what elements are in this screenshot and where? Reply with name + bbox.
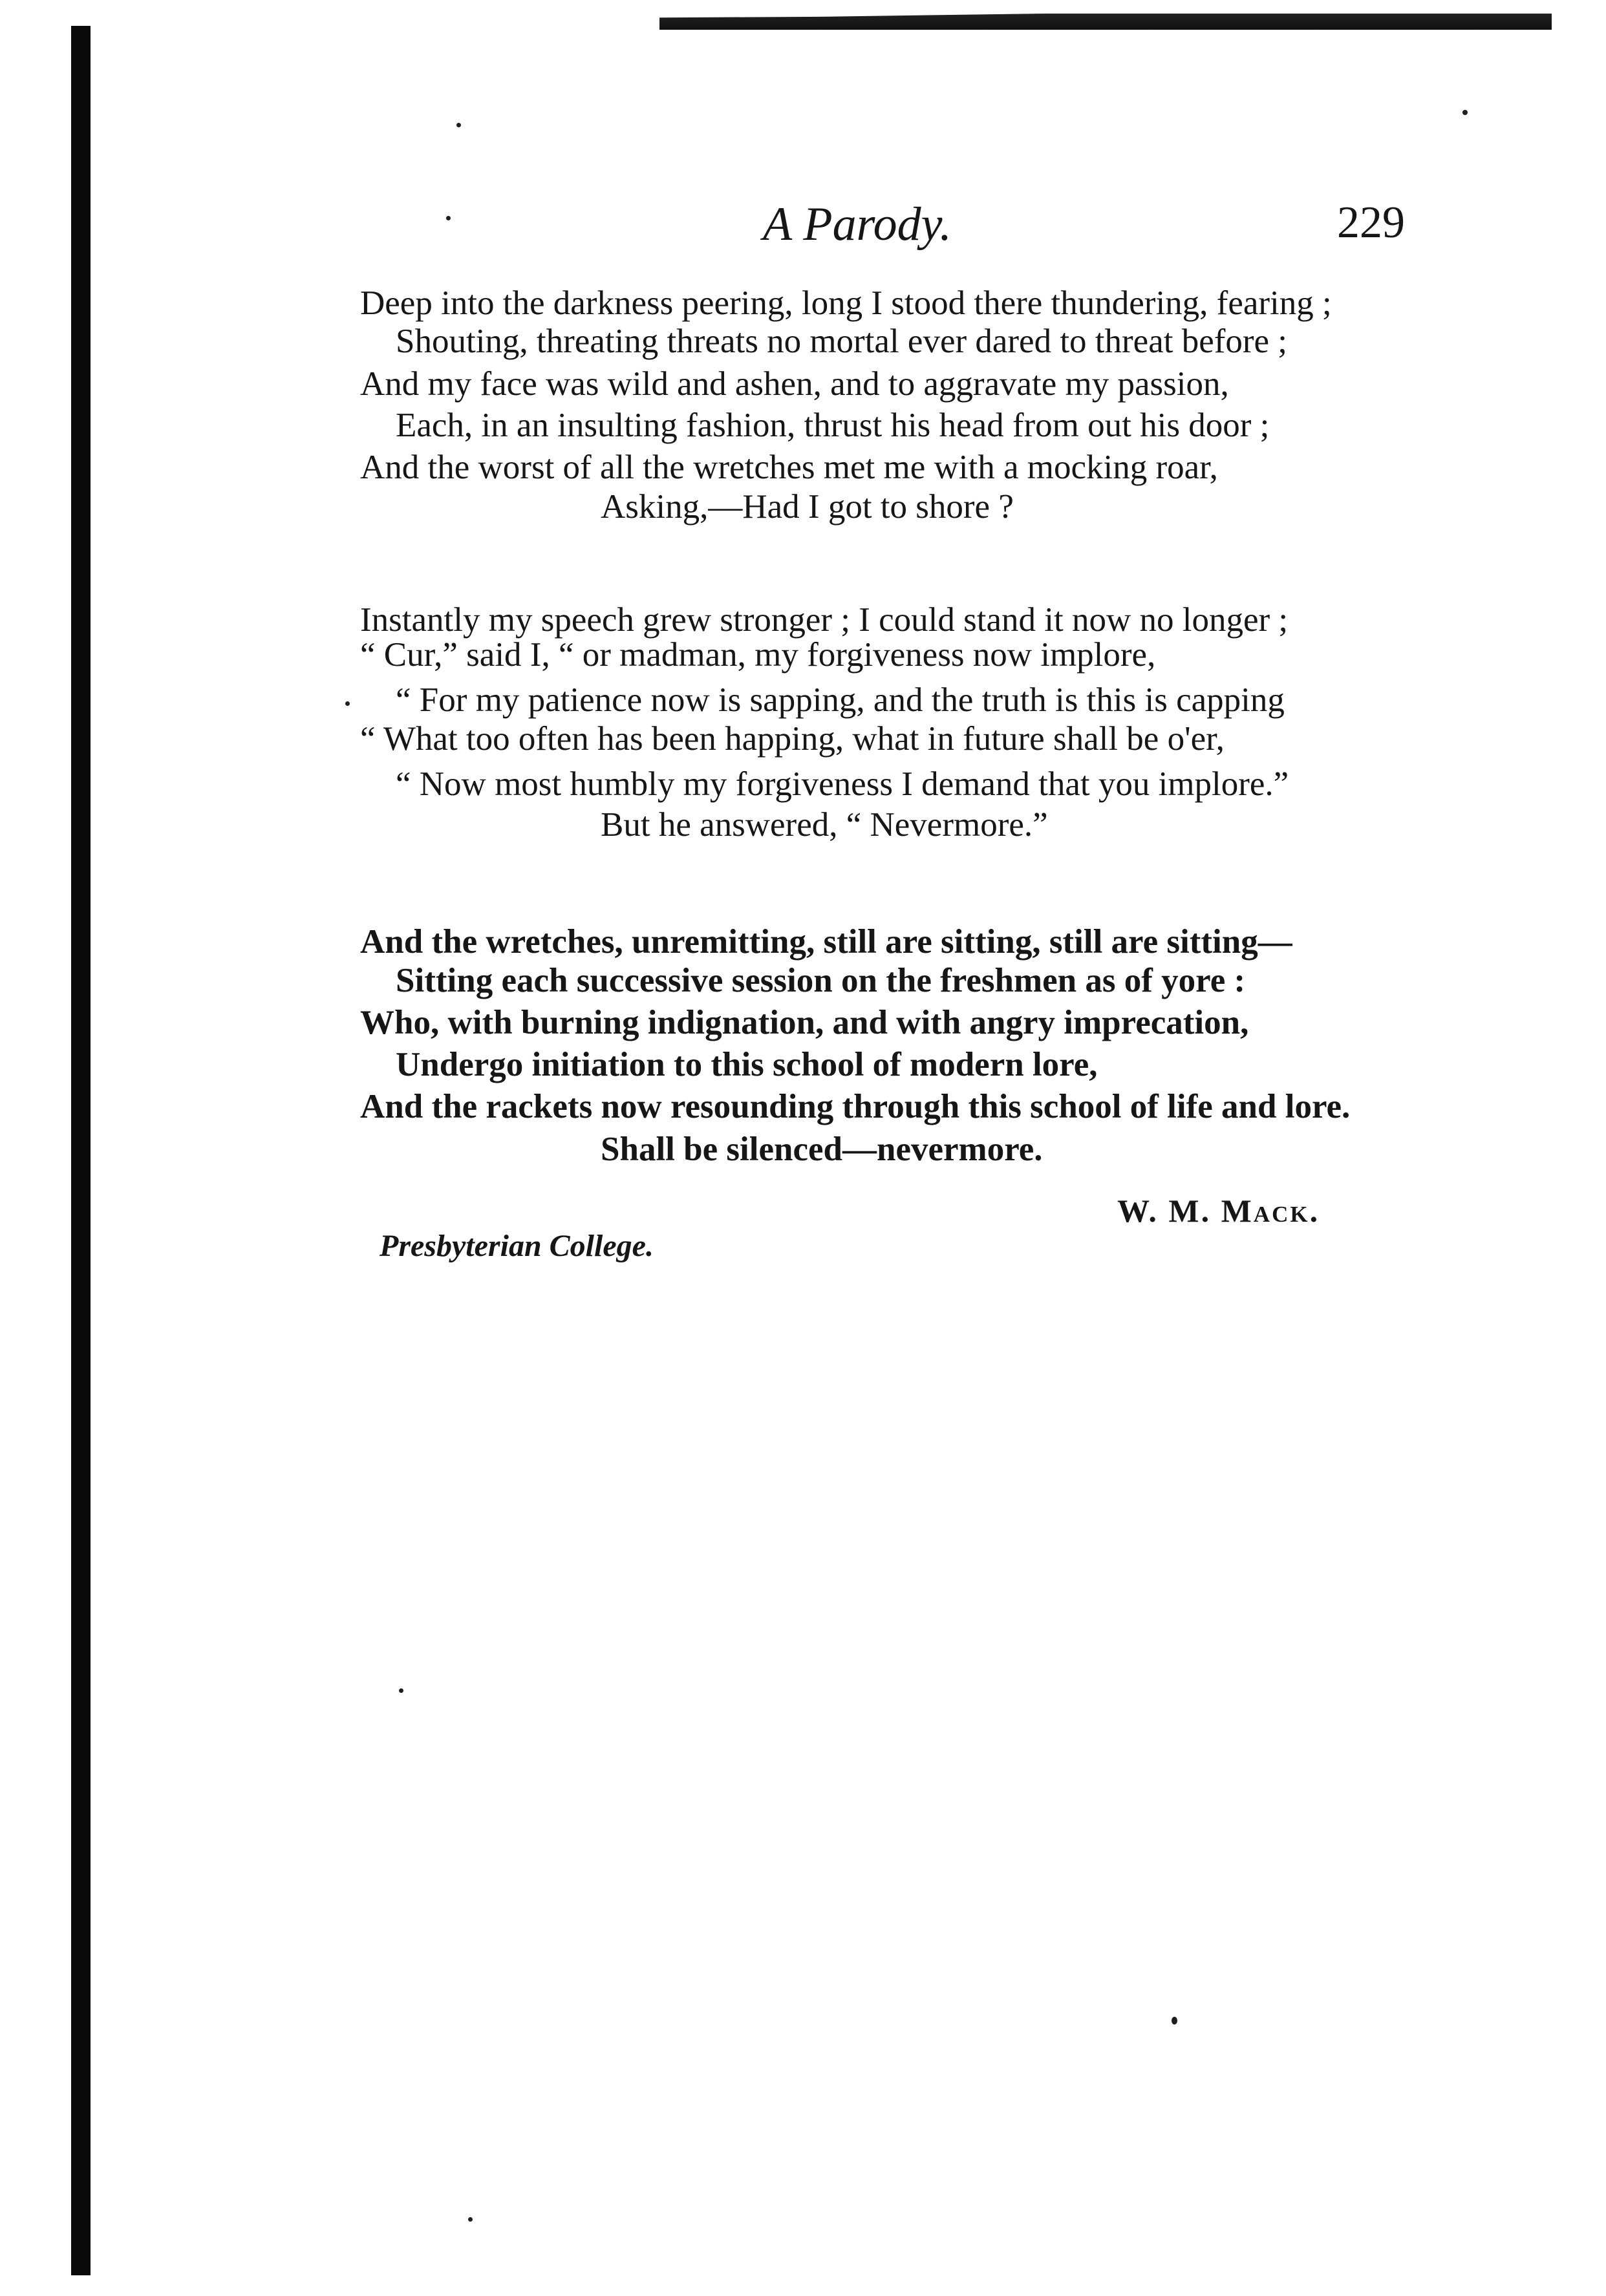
top-rule xyxy=(659,6,1552,30)
poem-line: Deep into the darkness peering, long I stood there thundering, fearing ; xyxy=(360,284,1332,322)
poem-line: And the rackets now resounding through this school of life and lore. xyxy=(360,1088,1351,1125)
page-title: A Parody. xyxy=(763,198,952,251)
page-edge-shadow xyxy=(71,26,91,2275)
scan-speck xyxy=(345,701,350,706)
poem-line: And my face was wild and ashen, and to aggravate my passion, xyxy=(360,365,1229,403)
scan-speck xyxy=(399,1688,403,1693)
page-number: 229 xyxy=(1337,198,1405,248)
poem-line: “ Cur,” said I, “ or madman, my forgiveness now implore, xyxy=(360,636,1156,674)
scan-speck xyxy=(1462,110,1468,115)
poem-line: Asking,—Had I got to shore ? xyxy=(601,488,1014,526)
poem-line: “ What too often has been happing, what in future shall be o'er, xyxy=(360,720,1225,758)
author-signature: W. M. Mack. xyxy=(1117,1193,1320,1229)
scan-speck xyxy=(456,123,461,127)
poem-line: But he answered, “ Nevermore.” xyxy=(601,806,1048,844)
poem-line: “ For my patience now is sapping, and the truth is this is capping xyxy=(396,681,1285,719)
poem-line: Undergo initiation to this school of modern lore, xyxy=(396,1046,1098,1083)
poem-line: And the wretches, unremitting, still are sitting, still are sitting— xyxy=(360,923,1292,961)
scan-speck xyxy=(1172,2017,1177,2025)
poem-line: Shall be silenced—nevermore. xyxy=(601,1131,1043,1168)
poem-line: Sitting each successive session on the freshmen as of yore : xyxy=(396,962,1246,999)
running-header xyxy=(0,197,1606,255)
poem-line: Each, in an insulting fashion, thrust his head from out his door ; xyxy=(396,407,1270,444)
poem-line: And the worst of all the wretches met me with a mocking roar, xyxy=(360,449,1218,486)
scan-speck xyxy=(468,2217,473,2222)
poem-line: Shouting, threating threats no mortal ever dared to threat before ; xyxy=(396,323,1288,360)
poem-line: Instantly my speech grew stronger ; I could stand it now no longer ; xyxy=(360,601,1289,639)
poem-line: “ Now most humbly my forgiveness I demand that you implore.” xyxy=(396,765,1289,803)
institution-name: Presbyterian College. xyxy=(380,1229,654,1263)
poem-line: Who, with burning indignation, and with angry imprecation, xyxy=(360,1004,1249,1041)
